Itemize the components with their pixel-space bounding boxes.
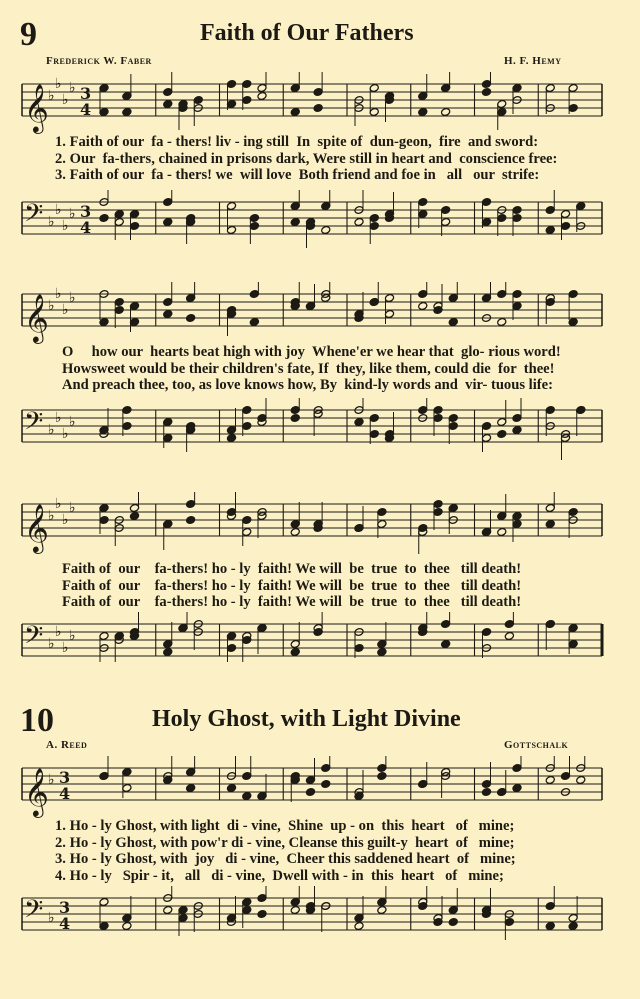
lyric-block (0, 344, 640, 394)
lyricist-credit: Frederick W. Faber (46, 55, 152, 67)
notehead (290, 218, 300, 227)
notehead (448, 918, 458, 927)
notehead (163, 100, 173, 109)
flat-icon: ♭ (55, 76, 62, 92)
composer-credit: H. F. Hemy (504, 55, 562, 67)
flat-icon: ♭ (48, 214, 55, 230)
lyric-line: 2. Our fa-thers, chained in prisons dark, Were still in heart and conscience free: (55, 150, 558, 167)
flat-icon: ♭ (48, 910, 55, 926)
notehead (418, 108, 428, 117)
hymn-number: 10 (20, 702, 54, 739)
flat-icon: ♭ (69, 414, 76, 430)
notehead (163, 648, 173, 657)
lyric-line: And preach thee, too, as love knows how, By kind-ly words and vir- tuous life: (62, 377, 553, 393)
lyric-line: 1. Ho - ly Ghost, with light di - vine, Shine up - on this heart of mine; (55, 818, 515, 834)
flat-icon: ♭ (48, 422, 55, 438)
notehead (441, 108, 451, 117)
notehead (163, 906, 173, 915)
time-signature: 4 (80, 100, 92, 119)
bass-clef-icon: 𝄢 (24, 895, 44, 930)
notehead (257, 910, 267, 919)
notehead (122, 922, 132, 931)
flat-icon: ♭ (55, 202, 62, 218)
notehead (377, 772, 387, 781)
notehead (497, 528, 507, 537)
notehead (497, 318, 507, 327)
flat-icon: ♭ (62, 92, 69, 108)
flat-icon: ♭ (69, 290, 76, 306)
time-signature: 4 (59, 914, 71, 933)
notehead (568, 922, 578, 931)
notehead (122, 108, 132, 117)
flat-icon: ♭ (55, 496, 62, 512)
notehead (290, 108, 300, 117)
flat-icon: ♭ (69, 80, 76, 96)
flat-icon: ♭ (62, 512, 69, 528)
flat-icon: ♭ (69, 628, 76, 644)
notehead (354, 418, 364, 427)
flat-icon: ♭ (55, 410, 62, 426)
time-signature: 3 (80, 84, 92, 103)
flat-icon: ♭ (62, 640, 69, 656)
lyric-line: 2. Ho - ly Ghost, with pow'r di - vine, Cleanse this guilt-y heart of mine; (55, 834, 515, 851)
time-signature: 4 (59, 784, 71, 803)
lyric-line: 3. Faith of our fa - thers! we will love Both friend and foe in all our strife: (55, 167, 540, 183)
notehead (448, 318, 458, 327)
notehead (377, 906, 387, 915)
flat-icon: ♭ (48, 88, 55, 104)
notehead (257, 92, 267, 101)
time-signature: 3 (59, 898, 71, 917)
lyric-block (0, 134, 640, 184)
notehead (545, 776, 555, 785)
notehead (99, 214, 109, 223)
notehead (321, 226, 331, 235)
hymn-number: 9 (20, 16, 37, 53)
lyric-line: Faith of our fa-thers! ho - ly faith! We will be true to thee till death! (62, 561, 522, 577)
notehead (512, 784, 522, 793)
flat-icon: ♭ (55, 286, 62, 302)
notehead (290, 906, 300, 915)
notehead (186, 784, 196, 793)
notehead (290, 648, 300, 657)
music-staff-system (0, 886, 640, 958)
flat-icon: ♭ (48, 508, 55, 524)
notehead (186, 314, 196, 323)
bass-clef-icon: 𝄢 (24, 199, 44, 234)
notehead (354, 218, 364, 227)
bass-clef-icon: 𝄢 (24, 621, 44, 656)
hymn-title: Holy Ghost, with Light Divine (152, 706, 461, 732)
lyric-block (0, 561, 640, 611)
flat-icon: ♭ (48, 636, 55, 652)
treble-clef-icon: 𝄞 (24, 293, 49, 342)
notehead (226, 434, 236, 443)
notehead (129, 512, 139, 521)
notehead (481, 88, 491, 97)
notehead (512, 426, 522, 435)
notehead (321, 780, 331, 789)
lyric-line: O how our hearts beat high with joy Whene'er we hear that glo- rious word! (62, 344, 561, 360)
notehead (313, 104, 323, 113)
lyric-line: 1. Faith of our fa - thers! liv - ing still In spite of dun-geon, fire and sword: (55, 134, 539, 150)
bass-clef-icon: 𝄢 (24, 407, 44, 442)
hymn-title: Faith of Our Fathers (200, 20, 414, 46)
notehead (290, 414, 300, 423)
notehead (242, 792, 252, 801)
notehead (354, 922, 364, 931)
notehead (497, 430, 507, 439)
music-staff-system (0, 756, 640, 826)
music-staff-system (0, 492, 640, 562)
flat-icon: ♭ (62, 426, 69, 442)
flat-icon: ♭ (69, 206, 76, 222)
notehead (163, 310, 173, 319)
treble-clef-icon: 𝄞 (24, 503, 49, 552)
music-staff-system (0, 190, 640, 260)
lyric-line: 3. Ho - ly Ghost, with joy di - vine, Cheer this saddened heart of mine; (55, 851, 516, 867)
time-signature: 3 (80, 202, 92, 221)
flat-icon: ♭ (62, 302, 69, 318)
notehead (186, 516, 196, 525)
notehead (305, 788, 315, 797)
music-staff-system (0, 612, 640, 692)
notehead (545, 226, 555, 235)
lyric-line: Faith of our fa-thers! ho - ly faith! We will be true to thee till death! (62, 577, 522, 594)
notehead (545, 520, 555, 529)
lyricist-credit: A. Reed (46, 739, 88, 751)
treble-clef-icon: 𝄞 (24, 83, 49, 132)
flat-icon: ♭ (69, 500, 76, 516)
flat-icon: ♭ (62, 218, 69, 234)
lyric-line: Howsweet would be their children's fate, If they, like them, could die for thee! (62, 360, 555, 377)
notehead (290, 528, 300, 537)
notehead (481, 788, 491, 797)
time-signature: 3 (59, 768, 71, 787)
music-staff-system (0, 398, 640, 468)
lyric-block (0, 818, 640, 884)
notehead (418, 302, 428, 311)
notehead (441, 640, 451, 649)
composer-credit: Gottschalk (504, 739, 569, 751)
notehead (545, 922, 555, 931)
flat-icon: ♭ (48, 772, 55, 788)
time-signature: 4 (80, 218, 92, 237)
notehead (377, 648, 387, 657)
music-staff-system (0, 282, 640, 352)
notehead (576, 776, 586, 785)
treble-clef-icon: 𝄞 (24, 767, 49, 816)
flat-icon: ♭ (48, 298, 55, 314)
flat-icon: ♭ (55, 624, 62, 640)
notehead (249, 318, 259, 327)
notehead (226, 784, 236, 793)
lyric-line: Faith of our fa-thers! ho - ly faith! We will be true to thee till death! (62, 594, 522, 610)
notehead (163, 218, 173, 227)
notehead (504, 632, 514, 641)
lyric-line: 4. Ho - ly Spir - it, all di - vine, Dwell with - in this heart of mine; (55, 867, 504, 884)
